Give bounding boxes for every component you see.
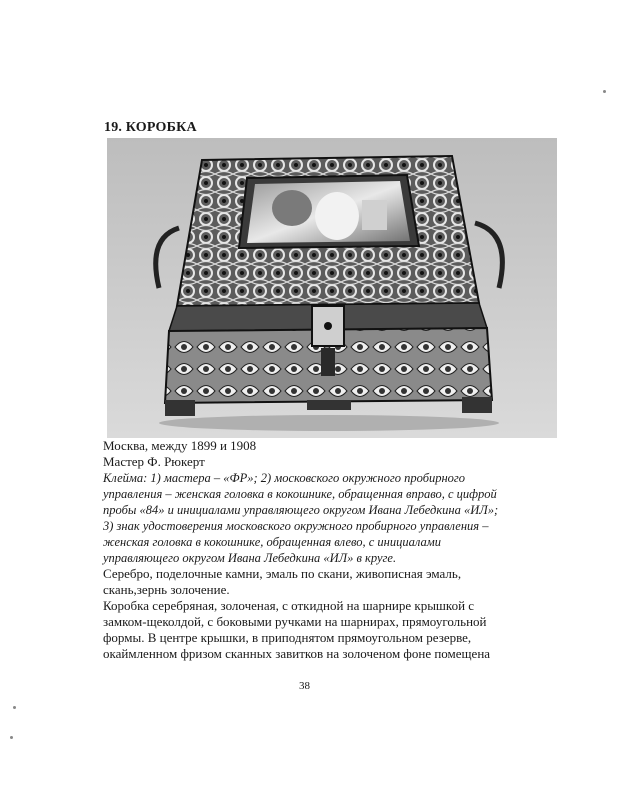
text-line-italic: женская головка в кокошнике, обращенная влево, с инициалами xyxy=(103,535,441,549)
text-line: Серебро, поделочные камни, эмаль по скани, живописная эмаль, xyxy=(103,566,462,581)
scan-speck xyxy=(13,706,16,709)
page-number: 38 xyxy=(299,680,310,692)
text-line-italic: Клейма: 1) мастера – «ФР»; 2) московского окружного пробирного xyxy=(103,471,466,485)
scan-speck xyxy=(10,736,13,739)
text-line-italic: управляющего округом Ивана Лебедкина «ИЛ» в круге. xyxy=(103,551,397,565)
scan-speck xyxy=(603,90,606,93)
text-line-italic: пробы «84» и инициалами управляющего округом Ивана Лебедкина «ИЛ»; xyxy=(103,503,499,517)
text-line: замком-щеколдой, с боковыми ручками на шарнирах, прямоугольной xyxy=(103,614,487,629)
text-line-italic: управления – женская головка в кокошнике, обращенная вправо, с цифрой xyxy=(103,487,497,501)
text-line-italic: 3) знак удостоверения московского окружного пробирного управления – xyxy=(103,519,489,533)
section-heading: 19. КОРОБКА xyxy=(104,120,197,135)
text-line: формы. В центре крышки, в приподнятом прямоугольном резерве, xyxy=(103,630,472,645)
description-text xyxy=(103,438,523,662)
decorated-box-photo xyxy=(107,138,557,438)
text-line: Москва, между 1899 и 1908 xyxy=(103,438,257,453)
text-line: окаймленном фризом сканных завитков на золоченом фоне помещена xyxy=(103,646,491,661)
text-line: скань,зернь золочение. xyxy=(103,582,230,597)
text-line: Коробка серебряная, золоченая, с откидной на шарнире крышкой с xyxy=(103,598,475,613)
text-line: Мастер Ф. Рюкерт xyxy=(103,454,205,469)
